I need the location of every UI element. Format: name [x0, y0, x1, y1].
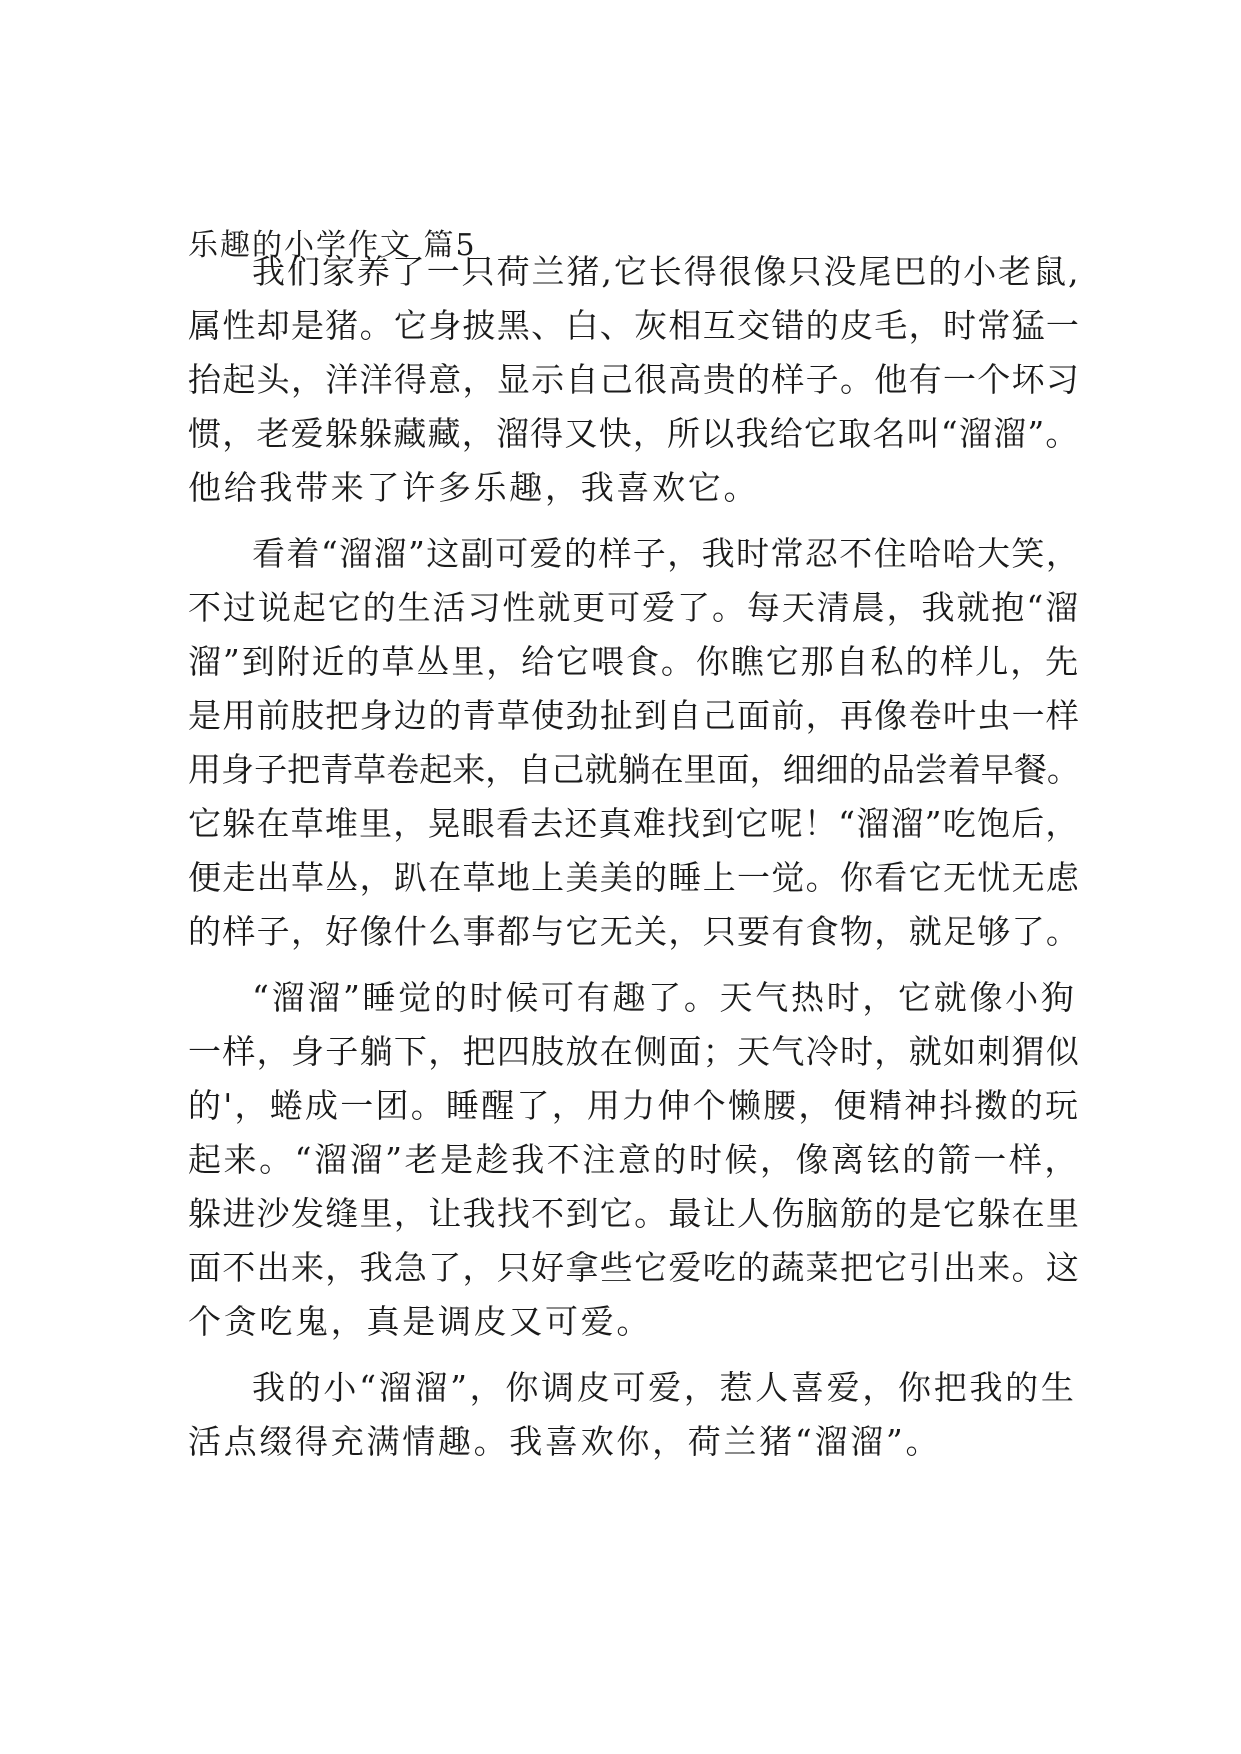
paragraph-2-line-8: 的样子，好像什么事都与它无关，只要有食物，就足够了。 — [188, 912, 1081, 951]
paragraph-2-line-5: 用身子把青草卷起来，自己就躺在里面，细细的品尝着早餐。 — [188, 750, 1080, 789]
paragraph-4-line-2: 活点缀得充满情趣。我喜欢你，荷兰猪“溜溜”。 — [188, 1422, 942, 1461]
paragraph-3-line-3: 的'，蜷成一团。睡醒了，用力伸个懒腰，便精神抖擞的玩 — [188, 1086, 1081, 1125]
paragraph-1-line-5: 他给我带来了许多乐趣，我喜欢它。 — [188, 468, 760, 507]
paragraph-1-line-4: 惯，老爱躲躲藏藏，溜得又快，所以我给它取名叫“溜溜”。 — [188, 414, 1080, 453]
document-title: 乐趣的小学作文 篇5 — [188, 228, 477, 263]
paragraph-1-line-2: 属性却是猪。它身披黑、白、灰相互交错的皮毛，时常猛一 — [188, 306, 1081, 345]
paragraph-3-line-5: 躲进沙发缝里，让我找不到它。最让人伤脑筋的是它躲在里 — [188, 1194, 1081, 1233]
paragraph-2-line-7: 便走出草丛，趴在草地上美美的睡上一觉。你看它无忧无虑 — [188, 858, 1081, 897]
paragraph-1-line-1: 我们家养了一只荷兰猪,它长得很像只没尾巴的小老鼠, — [252, 252, 1081, 291]
paragraph-3-line-2: 一样，身子躺下，把四肢放在侧面；天气冷时，就如刺猬似 — [188, 1032, 1081, 1071]
paragraph-2-line-1: 看着“溜溜”这副可爱的样子，我时常忍不住哈哈大笑， — [252, 534, 1081, 573]
paragraph-4-line-1: 我的小“溜溜”，你调皮可爱，惹人喜爱，你把我的生 — [252, 1368, 1077, 1407]
paragraph-1-line-3: 抬起头，洋洋得意，显示自己很高贵的样子。他有一个坏习 — [188, 360, 1081, 399]
paragraph-2-line-4: 是用前肢把身边的青草使劲扯到自己面前，再像卷叶虫一样 — [188, 696, 1081, 735]
paragraph-3-line-4: 起来。“溜溜”老是趁我不注意的时候，像离铉的箭一样， — [188, 1140, 1080, 1179]
paragraph-2-line-6: 它躲在草堆里，晃眼看去还真难找到它呢！“溜溜”吃饱后， — [188, 804, 1080, 843]
paragraph-2-line-2: 不过说起它的生活习性就更可爱了。每天清晨，我就抱“溜 — [188, 588, 1081, 627]
paragraph-3-line-7: 个贪吃鬼，真是调皮又可爱。 — [188, 1302, 653, 1341]
paragraph-2-line-3: 溜”到附近的草丛里，给它喂食。你瞧它那自私的样儿，先 — [188, 642, 1081, 681]
paragraph-3-line-1: “溜溜”睡觉的时候可有趣了。天气热时，它就像小狗 — [252, 978, 1077, 1017]
paragraph-3-line-6: 面不出来，我急了，只好拿些它爱吃的蔬菜把它引出来。这 — [188, 1248, 1081, 1287]
